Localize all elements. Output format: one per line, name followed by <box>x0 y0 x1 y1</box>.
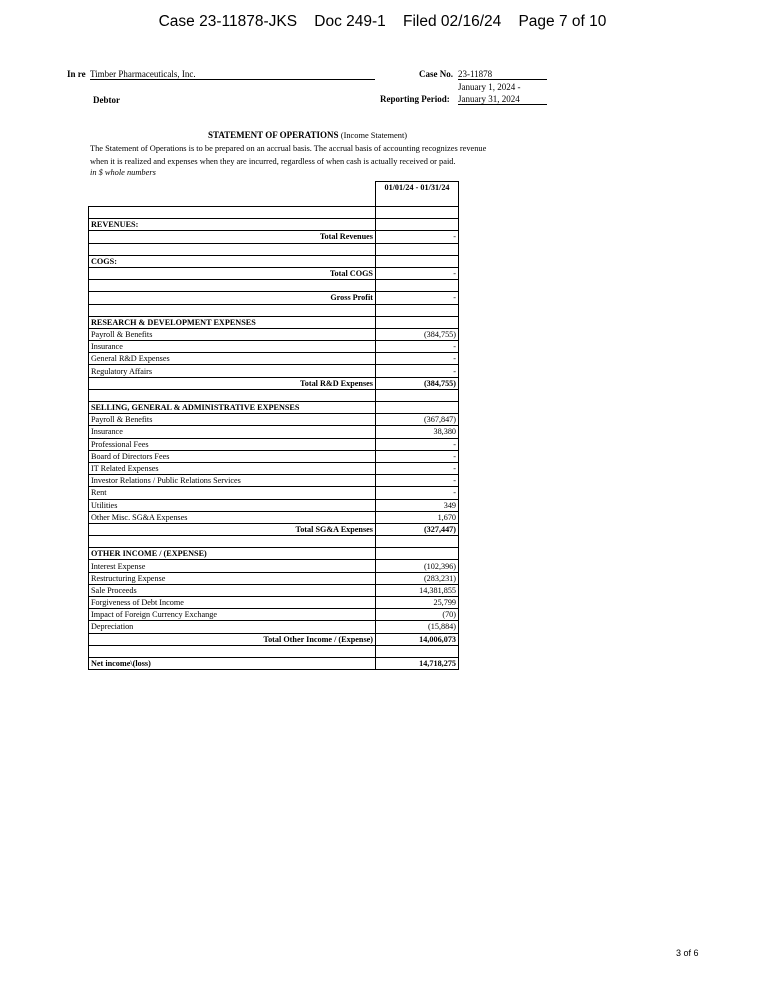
total-rnd-row: Total R&D Expenses (384,755) <box>89 377 459 389</box>
table-row: Other Misc. SG&A Expenses 1,670 <box>89 511 459 523</box>
header-spacer <box>89 182 376 207</box>
table-row: Board of Directors Fees - <box>89 450 459 462</box>
total-sga-row: Total SG&A Expenses (327,447) <box>89 523 459 535</box>
page-footer: 3 of 6 <box>676 948 699 958</box>
units-note: in $ whole numbers <box>90 168 156 177</box>
table-row: Sale Proceeds 14,381,855 <box>89 584 459 596</box>
table-row: Depreciation (15,884) <box>89 621 459 633</box>
table-row: Regulatory Affairs - <box>89 365 459 377</box>
period-start: January 1, 2024 - <box>458 82 521 92</box>
in-re-label: In re <box>67 69 86 79</box>
table-row: Insurance 38,380 <box>89 426 459 438</box>
table-row: Rent - <box>89 487 459 499</box>
income-statement-table <box>88 181 459 670</box>
total-cogs-row: Total COGS - <box>89 267 459 279</box>
section-heading-revenues: REVENUES: <box>89 219 459 231</box>
table-row: Investor Relations / Public Relations Services - <box>89 475 459 487</box>
spacer-row <box>89 536 459 548</box>
table-row: Professional Fees - <box>89 438 459 450</box>
filing-header: Case 23-11878-JKS Doc 249-1 Filed 02/16/24 Page 7 of 10 <box>158 13 607 30</box>
column-header: 01/01/24 - 01/31/24 <box>376 182 459 207</box>
reporting-period-label: Reporting Period: <box>380 94 450 104</box>
debtor-label: Debtor <box>93 95 120 105</box>
section-heading-cogs: COGS: <box>89 255 459 267</box>
period-end: January 31, 2024 <box>458 94 547 105</box>
intro-line-2: when it is realized and expenses when they are incurred, regardless of when cash is actually received or paid. <box>90 156 456 166</box>
intro-line-1: The Statement of Operations is to be prepared on an accrual basis. The accrual basis of accounting recognizes revenue <box>90 144 487 153</box>
table-row: Forgiveness of Debt Income 25,799 <box>89 597 459 609</box>
table-row: Interest Expense (102,396) <box>89 560 459 572</box>
statement-intro <box>90 143 560 168</box>
table-row: Payroll & Benefits (384,755) <box>89 328 459 340</box>
spacer-row <box>89 207 459 219</box>
gross-profit-row: Gross Profit - <box>89 292 459 304</box>
table-row: Restructuring Expense (283,231) <box>89 572 459 584</box>
table-row: Impact of Foreign Currency Exchange (70) <box>89 609 459 621</box>
spacer-row <box>89 645 459 657</box>
table-row: Insurance - <box>89 341 459 353</box>
spacer-row <box>89 389 459 401</box>
spacer-row <box>89 243 459 255</box>
section-heading-rnd: RESEARCH & DEVELOPMENT EXPENSES <box>89 316 459 328</box>
statement-title: STATEMENT OF OPERATIONS <box>208 130 339 140</box>
table-row: IT Related Expenses - <box>89 462 459 474</box>
table-row: Utilities 349 <box>89 499 459 511</box>
statement-title-line <box>208 130 407 140</box>
spacer-row <box>89 304 459 316</box>
total-revenues-row: Total Revenues - <box>89 231 459 243</box>
debtor-name: Timber Pharmaceuticals, Inc. <box>90 69 375 80</box>
spacer-row <box>89 280 459 292</box>
total-other-row: Total Other Income / (Expense) 14,006,073 <box>89 633 459 645</box>
net-income-row: Net income\(loss) 14,718,275 <box>89 657 459 669</box>
statement-subtitle: (Income Statement) <box>340 131 408 140</box>
table-row: General R&D Expenses - <box>89 353 459 365</box>
section-heading-other: OTHER INCOME / (EXPENSE) <box>89 548 459 560</box>
case-no-label: Case No. <box>419 69 453 79</box>
section-heading-sga: SELLING, GENERAL & ADMINISTRATIVE EXPENSES <box>89 402 459 414</box>
table-row: Payroll & Benefits (367,847) <box>89 414 459 426</box>
debtor-name-field <box>90 69 375 80</box>
case-no: 23-11878 <box>458 69 547 80</box>
